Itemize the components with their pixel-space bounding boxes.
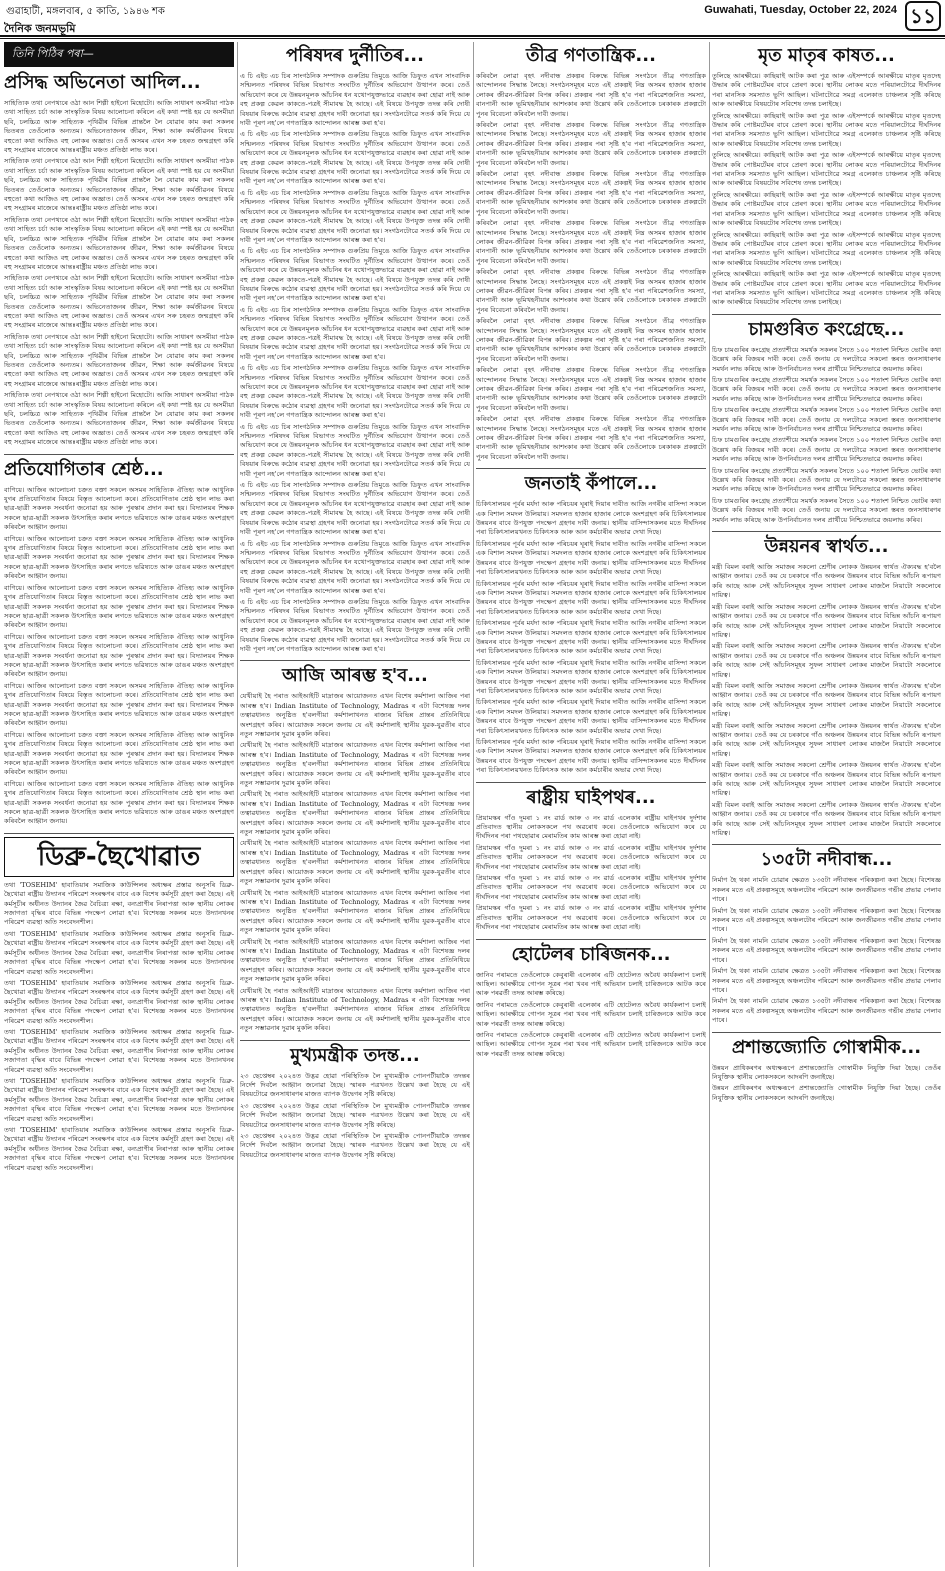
paragraph: প্ৰিয়ামস্কৰ গাঁও দুমৰা ১ নং ৱাৰ্ড আৰু ৩ নং ৱাৰ্ড এলেকাৰ ৰাষ্ট্ৰীয় ঘাইপথৰ দুৰ্দশাৰ প্ৰতিবাদত স্থানীয় লোকসকলে পথ অৱৰোধ কৰে। তেওঁলোকে অভিযোগ কৰে যে দীৰ্ঘদিনৰ পৰা পথছোৱাৰ মেৰামতিৰ কাম আৰম্ভ কৰা হোৱা নাই। bbox=[476, 874, 706, 901]
paragraph: এ চি এইচ এচ চিৰ সাংগঠনিক সম্পাদক গুৰুপ্ৰিয় তিমুঙে আজি ডিফুত এখন সাংবাদিক সন্মিলনত পৰিষদৰ বিভিন্ন বিভাগত সংঘটিত দুৰ্নীতিৰ অভিযোগ উত্থাপন কৰে। তেওঁ অভিযোগ কৰে যে উন্নয়নমূলক আঁচনিৰ ধন যথোপযুক্তভাৱে ব্যৱহাৰ কৰা হোৱা নাই আৰু বহু প্ৰকল্প কেৱল কাকতে-পত্ৰই সীমাবদ্ধ হৈ আছে। এই বিষয়ে উপযুক্ত তদন্ত কৰি দোষী বিষয়াৰ বিৰুদ্ধে কঠোৰ ব্যৱস্থা গ্ৰহণৰ দাবী জনোৱা হয়। সংগঠনটোৱে সতৰ্ক কৰি দিয়ে যে দাবী পূৰণ নহ'লে গণতান্ত্ৰিক আন্দোলন আৰম্ভ কৰা হ'ব। bbox=[240, 72, 470, 128]
headline-public-rally: জনতাই কঁপালে... bbox=[524, 473, 658, 495]
paragraph: সাহিত্যিক তথা নেপথ্যৰে ওঠা আন শিল্পী হাইনো মিহোটো। আজি সাধাৰণ অসমীয়া পাঠক তথা সাহিত্য চৰ্চা আৰু সাংস্কৃতিক বিষয় আলোচনা কৰিলে এই কথা স্পষ্ট হয় যে অসমীয়া ছবি, চলচ্চিত্ৰ আৰু সাহিত্যক পৃথিৱীৰ বিভিন্ন প্ৰান্তলৈ লৈ যোৱাৰ কাম কৰা সকলৰ ভিতৰত তেওঁলোক অন্যতম। অভিনেতাজনৰ জীৱন, শিক্ষা আৰু কৰ্মজীৱনৰ বিষয়ে বহুতো কথা আজিও বহু লোকৰ অজ্ঞাত। তেওঁ অসমৰ এখন সৰু চহৰত জন্মগ্ৰহণ কৰি বহু সংগ্ৰামৰ মাজেৰে আন্তঃৰাষ্ট্ৰীয় মঞ্চত প্ৰতিষ্ঠা লাভ কৰে। bbox=[4, 274, 234, 330]
paragraph: বাণিয়ে। আজিৰ আলোচনা চক্ৰত বক্তা সকলে অসমৰ সাহিত্যিক ঐতিহ্য আৰু আধুনিক যুগৰ প্ৰতিযোগিতাৰ বিষয়ে বিস্তৃত আলোচনা কৰে। প্ৰতিযোগিতাৰ শ্ৰেষ্ঠ স্থান লাভ কৰা ছাত্ৰ-ছাত্ৰী সকলক সংবৰ্ধনা জনোৱা হয় আৰু পুৰস্কাৰ প্ৰদান কৰা হয়। বিদ্যালয়ৰ শিক্ষক সকলে ছাত্ৰ-ছাত্ৰী সকলক উৎসাহিত কৰাৰ লগতে ভৱিষ্যতে আৰু ডাঙৰ মঞ্চত অংশগ্ৰহণ কৰিবলৈ আহ্বান জনায়। bbox=[4, 632, 234, 679]
paragraph: তুলিছে আৰক্ষীয়ে। কাছিয়াই আটক কৰা পুত্ৰ আৰু এইসম্পৰ্কে আৰক্ষীয়ে মাতৃৰ মৃতদেহ উদ্ধাৰ কৰি পোষ্টমৰ্টেমৰ বাবে প্ৰেৰণ কৰে। স্থানীয় লোকৰ মতে পৰিয়ালটোৱে দীৰ্ঘদিনৰ পৰা মানসিক সমস্যাত ভুগি আছিল। ঘটনাটোৱে সমগ্ৰ এলেকাত চাঞ্চল্যৰ সৃষ্টি কৰিছে আৰু আৰক্ষীয়ে বিষয়টোৰ সবিশেষ তদন্ত চলাইছে। bbox=[712, 270, 941, 307]
divider bbox=[240, 660, 470, 661]
paragraph: নিৰ্মাণ হৈ থকা নামনি চোৱাৰ ক্ষেত্ৰত ১৩৫টা নদীবান্ধৰ পৰিকল্পনা কৰা হৈছে। বিশেষজ্ঞ সকলৰ মতে এই প্ৰকল্পসমূহে অঞ্চলটোৰ পৰিৱেশ আৰু জনজীৱনত গভীৰ প্ৰভাৱ পেলাব পাৰে। bbox=[712, 876, 941, 904]
paragraph: নিৰ্মাণ হৈ থকা নামনি চোৱাৰ ক্ষেত্ৰত ১৩৫টা নদীবান্ধৰ পৰিকল্পনা কৰা হৈছে। বিশেষজ্ঞ সকলৰ মতে এই প্ৰকল্পসমূহে অঞ্চলটোৰ পৰিৱেশ আৰু জনজীৱনত গভীৰ প্ৰভাৱ পেলাব পাৰে। bbox=[712, 936, 941, 964]
article-body bbox=[4, 99, 234, 448]
paragraph: এ চি এইচ এচ চিৰ সাংগঠনিক সম্পাদক গুৰুপ্ৰিয় তিমুঙে আজি ডিফুত এখন সাংবাদিক সন্মিলনত পৰিষদৰ বিভিন্ন বিভাগত সংঘটিত দুৰ্নীতিৰ অভিযোগ উত্থাপন কৰে। তেওঁ অভিযোগ কৰে যে উন্নয়নমূলক আঁচনিৰ ধন যথোপযুক্তভাৱে ব্যৱহাৰ কৰা হোৱা নাই আৰু বহু প্ৰকল্প কেৱল কাকতে-পত্ৰই সীমাবদ্ধ হৈ আছে। এই বিষয়ে উপযুক্ত তদন্ত কৰি দোষী বিষয়াৰ বিৰুদ্ধে কঠোৰ ব্যৱস্থা গ্ৰহণৰ দাবী জনোৱা হয়। সংগঠনটোৱে সতৰ্ক কৰি দিয়ে যে দাবী পূৰণ নহ'লে গণতান্ত্ৰিক আন্দোলন আৰম্ভ কৰা হ'ব। bbox=[240, 481, 470, 537]
article-public-rally bbox=[476, 472, 706, 775]
article-national-highway bbox=[476, 786, 706, 933]
headline-competition: প্ৰতিযোগিতাৰ শ্ৰেষ্ঠ... bbox=[4, 458, 164, 480]
article-body bbox=[476, 500, 706, 775]
paragraph: মন্ত্ৰী বিমল বৰাই আজি সমাজৰ সকলো শ্ৰেণীৰ লোকক উন্নয়নৰ স্বাৰ্থত ঐক্যবদ্ধ হ'বলৈ আহ্বান জনায়। তেওঁ কয় যে চৰকাৰে গাঁও অঞ্চলৰ উন্নয়নৰ বাবে বিভিন্ন আঁচনি ৰূপায়ণ কৰি আছে আৰু সেই আঁচনিসমূহৰ সুফল সাধাৰণ লোকৰ মাজলৈ নিয়াটো সকলোৰে দায়িত্ব। bbox=[712, 681, 941, 719]
article-body bbox=[476, 72, 706, 462]
masthead-rule-thin bbox=[0, 38, 945, 39]
headline-adil: প্ৰসিদ্ধ অভিনেতা আদিল... bbox=[4, 72, 201, 93]
headline-hotel-arrest: হোটেলৰ চাৰিজনক... bbox=[511, 943, 671, 965]
paragraph: উন্নয়ন প্ৰাধিকৰণৰ অধ্যক্ষৰূপে প্ৰশান্তজ্যোতি গোস্বামীক নিযুক্তি দিয়া হৈছে। তেওঁৰ নিযুক্তিক স্থানীয় লোকসকলে আদৰণি জনাইছে। bbox=[712, 1084, 941, 1102]
headline-dibru: ডিব্ৰু-ছৈখোৱাত bbox=[4, 837, 234, 877]
paragraph: এ চি এইচ এচ চিৰ সাংগঠনিক সম্পাদক গুৰুপ্ৰিয় তিমুঙে আজি ডিফুত এখন সাংবাদিক সন্মিলনত পৰিষদৰ বিভিন্ন বিভাগত সংঘটিত দুৰ্নীতিৰ অভিযোগ উত্থাপন কৰে। তেওঁ অভিযোগ কৰে যে উন্নয়নমূলক আঁচনিৰ ধন যথোপযুক্তভাৱে ব্যৱহাৰ কৰা হোৱা নাই আৰু বহু প্ৰকল্প কেৱল কাকতে-পত্ৰই সীমাবদ্ধ হৈ আছে। এই বিষয়ে উপযুক্ত তদন্ত কৰি দোষী বিষয়াৰ বিৰুদ্ধে কঠোৰ ব্যৱস্থা গ্ৰহণৰ দাবী জনোৱা হয়। সংগঠনটোৱে সতৰ্ক কৰি দিয়ে যে দাবী পূৰণ নহ'লে গণতান্ত্ৰিক আন্দোলন আৰম্ভ কৰা হ'ব। bbox=[240, 305, 470, 361]
article-chamaguri-congress bbox=[712, 318, 941, 525]
paragraph: যেখীয়াই হৈ পৰাত আইআইটি মাদ্ৰাজৰ আয়োজনত এখন বিশেষ কৰ্মশালা আজিৰ পৰা আৰম্ভ হ'ব। Indian Institute of Technology, Madras ৰ এটা বিশেষজ্ঞ দলৰ তত্বাৱধানত অনুষ্ঠিত হ'বলগীয়া কৰ্মশালাখনত ৰাজ্যৰ বিভিন্ন প্ৰান্তৰ প্ৰতিনিধিয়ে অংশগ্ৰহণ কৰিব। আয়োজক সকলে জনায় যে এই কৰ্মশালাই স্থানীয় যুৱক-যুৱতীৰ বাবে নতুন সম্ভাৱনাৰ দুৱাৰ মুকলি কৰিব। bbox=[240, 741, 470, 788]
paragraph: চিকিৎসালয়ৰ পূৰ্বৰ মৰ্যদা আৰু পৰিচয়ৰ ঘূৰাই দিয়াৰ দাবীত আজি নগৰীৰ বাসিন্দা সকলে এক বিশাল সমদল উলিয়ায়। সমদলত হাজাৰ হাজাৰ লোকে অংশগ্ৰহণ কৰি চিকিৎসালয়ৰ উন্নয়নৰ বাবে উপযুক্ত পদক্ষেপ গ্ৰহণৰ দাবী জনায়। স্থানীয় বাসিন্দাসকলৰ মতে দীৰ্ঘদিনৰ পৰা চিকিৎসালয়খনত চিকিৎসক আৰু আন কৰ্মচাৰীৰ অভাৱ দেখা দিছে। bbox=[476, 698, 706, 735]
article-cm-inquiry bbox=[240, 1044, 470, 1161]
paragraph: মন্ত্ৰী বিমল বৰাই আজি সমাজৰ সকলো শ্ৰেণীৰ লোকক উন্নয়নৰ স্বাৰ্থত ঐক্যবদ্ধ হ'বলৈ আহ্বান জনায়। তেওঁ কয় যে চৰকাৰে গাঁও অঞ্চলৰ উন্নয়নৰ বাবে বিভিন্ন আঁচনি ৰূপায়ণ কৰি আছে আৰু সেই আঁচনিসমূহৰ সুফল সাধাৰণ লোকৰ মাজলৈ নিয়াটো সকলোৰে দায়িত্ব। bbox=[712, 642, 941, 679]
divider bbox=[476, 782, 706, 783]
article-body bbox=[712, 72, 941, 308]
paragraph: প্ৰিয়ামস্কৰ গাঁও দুমৰা ১ নং ৱাৰ্ড আৰু ৩ নং ৱাৰ্ড এলেকাৰ ৰাষ্ট্ৰীয় ঘাইপথৰ দুৰ্দশাৰ প্ৰতিবাদত স্থানীয় লোকসকলে পথ অৱৰোধ কৰে। তেওঁলোকে অভিযোগ কৰে যে দীৰ্ঘদিনৰ পৰা পথছোৱাৰ মেৰামতিৰ কাম আৰম্ভ কৰা হোৱা নাই। bbox=[476, 843, 706, 871]
paragraph: বাণিয়ে। আজিৰ আলোচনা চক্ৰত বক্তা সকলে অসমৰ সাহিত্যিক ঐতিহ্য আৰু আধুনিক যুগৰ প্ৰতিযোগিতাৰ বিষয়ে বিস্তৃত আলোচনা কৰে। প্ৰতিযোগিতাৰ শ্ৰেষ্ঠ স্থান লাভ কৰা ছাত্ৰ-ছাত্ৰী সকলক সংবৰ্ধনা জনোৱা হয় আৰু পুৰস্কাৰ প্ৰদান কৰা হয়। বিদ্যালয়ৰ শিক্ষক সকলে ছাত্ৰ-ছাত্ৰী সকলক উৎসাহিত কৰাৰ লগতে ভৱিষ্যতে আৰু ডাঙৰ মঞ্চত অংশগ্ৰহণ কৰিবলৈ আহ্বান জনায়। bbox=[4, 534, 234, 581]
paragraph: কৰিবলৈ লোৱা বৃহৎ নদীবান্ধ প্ৰকল্পৰ বিৰুদ্ধে বিভিন্ন সংগঠনে তীব্ৰ গণতান্ত্ৰিক আন্দোলনৰ সিদ্ধান্ত লৈছে। সংগঠনসমূহৰ মতে এই প্ৰকল্পই নিম্ন অসমৰ হাজাৰ হাজাৰ লোকৰ জীৱন-জীৱিকা বিপন্ন কৰিব। প্ৰকল্পৰ পৰা সৃষ্টি হ'ব পৰা পৰিৱেশজনিত সমস্যা, বানপানী আৰু ভূমিখহনীয়াৰ আশংকাৰ কথা উল্লেখ কৰি তেওঁলোকে চৰকাৰক প্ৰকল্পটো পুনৰ বিবেচনা কৰিবলৈ দাবী জনায়। bbox=[476, 219, 706, 265]
paragraph: সাহিত্যিক তথা নেপথ্যৰে ওঠা আন শিল্পী হাইনো মিহোটো। আজি সাধাৰণ অসমীয়া পাঠক তথা সাহিত্য চৰ্চা আৰু সাংস্কৃতিক বিষয় আলোচনা কৰিলে এই কথা স্পষ্ট হয় যে অসমীয়া ছবি, চলচ্চিত্ৰ আৰু সাহিত্যক পৃথিৱীৰ বিভিন্ন প্ৰান্তলৈ লৈ যোৱাৰ কাম কৰা সকলৰ ভিতৰত তেওঁলোক অন্যতম। অভিনেতাজনৰ জীৱন, শিক্ষা আৰু কৰ্মজীৱনৰ বিষয়ে বহুতো কথা আজিও বহু লোকৰ অজ্ঞাত। তেওঁ অসমৰ এখন সৰু চহৰত জন্মগ্ৰহণ কৰি বহু সংগ্ৰামৰ মাজেৰে আন্তঃৰাষ্ট্ৰীয় মঞ্চত প্ৰতিষ্ঠা লাভ কৰে। bbox=[4, 215, 234, 271]
paragraph: প্ৰিয়ামস্কৰ গাঁও দুমৰা ১ নং ৱাৰ্ড আৰু ৩ নং ৱাৰ্ড এলেকাৰ ৰাষ্ট্ৰীয় ঘাইপথৰ দুৰ্দশাৰ প্ৰতিবাদত স্থানীয় লোকসকলে পথ অৱৰোধ কৰে। তেওঁলোকে অভিযোগ কৰে যে দীৰ্ঘদিনৰ পৰা পথছোৱাৰ মেৰামতিৰ কাম আৰম্ভ কৰা হোৱা নাই। bbox=[476, 813, 706, 841]
paragraph: চিফ চামগুৰিৰ কংগ্ৰেছ প্ৰত্যাশীয়ে সমৰ্থক সকলৰ সৈতে ১০০ শতাংশ নিশ্চিত ভোটৰ কথা উল্লেখ কৰি বিজয়ৰ দাবী কৰে। তেওঁ জনায় যে দলটোৱে সকলো স্তৰত জনসাধাৰণৰ সমৰ্থন লাভ কৰিছে আৰু উপনিৰ্বাচনত দলৰ প্ৰাৰ্থীয়ে নিশ্চিতভাৱে জয়লাভ কৰিব। bbox=[712, 496, 941, 524]
paragraph: যেখীয়াই হৈ পৰাত আইআইটি মাদ্ৰাজৰ আয়োজনত এখন বিশেষ কৰ্মশালা আজিৰ পৰা আৰম্ভ হ'ব। Indian Institute of Technology, Madras ৰ এটা বিশেষজ্ঞ দলৰ তত্বাৱধানত অনুষ্ঠিত হ'বলগীয়া কৰ্মশালাখনত ৰাজ্যৰ বিভিন্ন প্ৰান্তৰ প্ৰতিনিধিয়ে অংশগ্ৰহণ কৰিব। আয়োজক সকলে জনায় যে এই কৰ্মশালাই স্থানীয় যুৱক-যুৱতীৰ বাবে নতুন সম্ভাৱনাৰ দুৱাৰ মুকলি কৰিব। bbox=[240, 692, 470, 738]
paragraph: সাহিত্যিক তথা নেপথ্যৰে ওঠা আন শিল্পী হাইনো মিহোটো। আজি সাধাৰণ অসমীয়া পাঠক তথা সাহিত্য চৰ্চা আৰু সাংস্কৃতিক বিষয় আলোচনা কৰিলে এই কথা স্পষ্ট হয় যে অসমীয়া ছবি, চলচ্চিত্ৰ আৰু সাহিত্যক পৃথিৱীৰ বিভিন্ন প্ৰান্তলৈ লৈ যোৱাৰ কাম কৰা সকলৰ ভিতৰত তেওঁলোক অন্যতম। অভিনেতাজনৰ জীৱন, শিক্ষা আৰু কৰ্মজীৱনৰ বিষয়ে বহুতো কথা আজিও বহু লোকৰ অজ্ঞাত। তেওঁ অসমৰ এখন সৰু চহৰত জন্মগ্ৰহণ কৰি বহু সংগ্ৰামৰ মাজেৰে আন্তঃৰাষ্ট্ৰীয় মঞ্চত প্ৰতিষ্ঠা লাভ কৰে। bbox=[4, 157, 234, 213]
article-body bbox=[240, 72, 470, 654]
article-body bbox=[712, 876, 941, 1025]
divider bbox=[712, 531, 941, 532]
paragraph: কৰিবলৈ লোৱা বৃহৎ নদীবান্ধ প্ৰকল্পৰ বিৰুদ্ধে বিভিন্ন সংগঠনে তীব্ৰ গণতান্ত্ৰিক আন্দোলনৰ সিদ্ধান্ত লৈছে। সংগঠনসমূহৰ মতে এই প্ৰকল্পই নিম্ন অসমৰ হাজাৰ হাজাৰ লোকৰ জীৱন-জীৱিকা বিপন্ন কৰিব। প্ৰকল্পৰ পৰা সৃষ্টি হ'ব পৰা পৰিৱেশজনিত সমস্যা, বানপানী আৰু ভূমিখহনীয়াৰ আশংকাৰ কথা উল্লেখ কৰি তেওঁলোকে চৰকাৰক প্ৰকল্পটো পুনৰ বিবেচনা কৰিবলৈ দাবী জনায়। bbox=[476, 317, 706, 363]
article-democratic-protest bbox=[476, 44, 706, 462]
column-divider bbox=[473, 42, 474, 1567]
article-body bbox=[240, 692, 470, 1033]
paragraph: চিফ চামগুৰিৰ কংগ্ৰেছ প্ৰত্যাশীয়ে সমৰ্থক সকলৰ সৈতে ১০০ শতাংশ নিশ্চিত ভোটৰ কথা উল্লেখ কৰি বিজয়ৰ দাবী কৰে। তেওঁ জনায় যে দলটোৱে সকলো স্তৰত জনসাধাৰণৰ সমৰ্থন লাভ কৰিছে আৰু উপনিৰ্বাচনত দলৰ প্ৰাৰ্থীয়ে নিশ্চিতভাৱে জয়লাভ কৰিব। bbox=[712, 345, 941, 373]
paragraph: বাণিয়ে। আজিৰ আলোচনা চক্ৰত বক্তা সকলে অসমৰ সাহিত্যিক ঐতিহ্য আৰু আধুনিক যুগৰ প্ৰতিযোগিতাৰ বিষয়ে বিস্তৃত আলোচনা কৰে। প্ৰতিযোগিতাৰ শ্ৰেষ্ঠ স্থান লাভ কৰা ছাত্ৰ-ছাত্ৰী সকলক সংবৰ্ধনা জনোৱা হয় আৰু পুৰস্কাৰ প্ৰদান কৰা হয়। বিদ্যালয়ৰ শিক্ষক সকলে ছাত্ৰ-ছাত্ৰী সকলক উৎসাহিত কৰাৰ লগতে ভৱিষ্যতে আৰু ডাঙৰ মঞ্চত অংশগ্ৰহণ কৰিবলৈ আহ্বান জনায়। bbox=[4, 485, 234, 532]
article-dead-mother bbox=[712, 44, 941, 308]
paragraph: যেখীয়াই হৈ পৰাত আইআইটি মাদ্ৰাজৰ আয়োজনত এখন বিশেষ কৰ্মশালা আজিৰ পৰা আৰম্ভ হ'ব। Indian Institute of Technology, Madras ৰ এটা বিশেষজ্ঞ দলৰ তত্বাৱধানত অনুষ্ঠিত হ'বলগীয়া কৰ্মশালাখনত ৰাজ্যৰ বিভিন্ন প্ৰান্তৰ প্ৰতিনিধিয়ে অংশগ্ৰহণ কৰিব। আয়োজক সকলে জনায় যে এই কৰ্মশালাই স্থানীয় যুৱক-যুৱতীৰ বাবে নতুন সম্ভাৱনাৰ দুৱাৰ মুকলি কৰিব। bbox=[240, 937, 470, 984]
headline-dead-mother: মৃত মাতৃৰ কাষত... bbox=[758, 45, 895, 66]
headline-democratic-protest: তীব্ৰ গণতান্ত্ৰিক... bbox=[526, 45, 656, 66]
article-council-corruption bbox=[240, 44, 470, 654]
headline-national-highway: ৰাষ্ট্ৰীয় ঘাইপথৰ... bbox=[526, 786, 656, 808]
paragraph: যেখীয়াই হৈ পৰাত আইআইটি মাদ্ৰাজৰ আয়োজনত এখন বিশেষ কৰ্মশালা আজিৰ পৰা আৰম্ভ হ'ব। Indian Institute of Technology, Madras ৰ এটা বিশেষজ্ঞ দলৰ তত্বাৱধানত অনুষ্ঠিত হ'বলগীয়া কৰ্মশালাখনত ৰাজ্যৰ বিভিন্ন প্ৰান্তৰ প্ৰতিনিধিয়ে অংশগ্ৰহণ কৰিব। আয়োজক সকলে জনায় যে এই কৰ্মশালাই স্থানীয় যুৱক-যুৱতীৰ বাবে নতুন সম্ভাৱনাৰ দুৱাৰ মুকলি কৰিব। bbox=[240, 888, 470, 935]
article-body bbox=[4, 486, 234, 827]
paragraph: নিৰ্মাণ হৈ থকা নামনি চোৱাৰ ক্ষেত্ৰত ১৩৫টা নদীবান্ধৰ পৰিকল্পনা কৰা হৈছে। বিশেষজ্ঞ সকলৰ মতে এই প্ৰকল্পসমূহে অঞ্চলটোৰ পৰিৱেশ আৰু জনজীৱনত গভীৰ প্ৰভাৱ পেলাব পাৰে। bbox=[712, 997, 941, 1025]
article-competition bbox=[4, 458, 234, 827]
column-2 bbox=[240, 42, 470, 1567]
divider bbox=[712, 1032, 941, 1033]
paragraph: উন্নয়ন প্ৰাধিকৰণৰ অধ্যক্ষৰূপে প্ৰশান্তজ্যোতি গোস্বামীক নিযুক্তি দিয়া হৈছে। তেওঁৰ নিযুক্তিক স্থানীয় লোকসকলে আদৰণি জনাইছে। bbox=[712, 1063, 941, 1081]
paragraph: তথা 'TOSEHIM' হাবাতিয়াৰ সমাজিক কাউন্সিলৰ অধ্যক্ষৰ প্ৰস্তাৱ অনুসৰি ডিব্ৰু-ছৈখোৱা ৰাষ্ট্ৰীয় উদ্যানৰ পৰিৱেশ সংৰক্ষণৰ বাবে এক বিশেষ কৰ্মসূচী গ্ৰহণ কৰা হৈছে। এই কৰ্মসূচীৰ অধীনত উদ্যানৰ জৈৱ বৈচিত্ৰ্য ৰক্ষা, বন্যপ্ৰাণীৰ নিৰাপত্তা আৰু স্থানীয় লোকৰ সজাগতা বৃদ্ধিৰ বাবে বিভিন্ন পদক্ষেপ লোৱা হ'ব। বিশেষজ্ঞ সকলৰ মতে উদ্যানখনৰ পৰিৱেশ ব্যৱস্থা অতি সংবেদনশীল। bbox=[4, 929, 234, 976]
divider bbox=[476, 939, 706, 940]
paragraph: চিকিৎসালয়ৰ পূৰ্বৰ মৰ্যদা আৰু পৰিচয়ৰ ঘূৰাই দিয়াৰ দাবীত আজি নগৰীৰ বাসিন্দা সকলে এক বিশাল সমদল উলিয়ায়। সমদলত হাজাৰ হাজাৰ লোকে অংশগ্ৰহণ কৰি চিকিৎসালয়ৰ উন্নয়নৰ বাবে উপযুক্ত পদক্ষেপ গ্ৰহণৰ দাবী জনায়। স্থানীয় বাসিন্দাসকলৰ মতে দীৰ্ঘদিনৰ পৰা চিকিৎসালয়খনত চিকিৎসক আৰু আন কৰ্মচাৰীৰ অভাৱ দেখা দিছে। bbox=[476, 738, 706, 775]
paragraph: কৰিবলৈ লোৱা বৃহৎ নদীবান্ধ প্ৰকল্পৰ বিৰুদ্ধে বিভিন্ন সংগঠনে তীব্ৰ গণতান্ত্ৰিক আন্দোলনৰ সিদ্ধান্ত লৈছে। সংগঠনসমূহৰ মতে এই প্ৰকল্পই নিম্ন অসমৰ হাজাৰ হাজাৰ লোকৰ জীৱন-জীৱিকা বিপন্ন কৰিব। প্ৰকল্পৰ পৰা সৃষ্টি হ'ব পৰা পৰিৱেশজনিত সমস্যা, বানপানী আৰু ভূমিখহনীয়াৰ আশংকাৰ কথা উল্লেখ কৰি তেওঁলোকে চৰকাৰক প্ৰকল্পটো পুনৰ বিবেচনা কৰিবলৈ দাবী জনায়। bbox=[476, 170, 706, 216]
paragraph: ২৩ ছেপ্তেম্বৰ ২০২৪ত উদ্ভৱ হোৱা পৰিস্থিতিক লৈ মুখ্যমন্ত্ৰীক পোনপটীয়াকৈ তদন্তৰ নিৰ্দেশ দিবলৈ আহ্বান জনোৱা হৈছে। স্মাৰক পত্ৰখনত উল্লেখ কৰা হৈছে যে এই বিষয়টোৱে জনসাধাৰণৰ মাজত ব্যাপক উদ্বেগৰ সৃষ্টি কৰিছে। bbox=[240, 1071, 470, 1099]
paragraph: ২৩ ছেপ্তেম্বৰ ২০২৪ত উদ্ভৱ হোৱা পৰিস্থিতিক লৈ মুখ্যমন্ত্ৰীক পোনপটীয়াকৈ তদন্তৰ নিৰ্দেশ দিবলৈ আহ্বান জনোৱা হৈছে। স্মাৰক পত্ৰখনত উল্লেখ কৰা হৈছে যে এই বিষয়টোৱে জনসাধাৰণৰ মাজত ব্যাপক উদ্বেগৰ সৃষ্টি কৰিছে। bbox=[240, 1132, 470, 1159]
paragraph: কৰিবলৈ লোৱা বৃহৎ নদীবান্ধ প্ৰকল্পৰ বিৰুদ্ধে বিভিন্ন সংগঠনে তীব্ৰ গণতান্ত্ৰিক আন্দোলনৰ সিদ্ধান্ত লৈছে। সংগঠনসমূহৰ মতে এই প্ৰকল্পই নিম্ন অসমৰ হাজাৰ হাজাৰ লোকৰ জীৱন-জীৱিকা বিপন্ন কৰিব। প্ৰকল্পৰ পৰা সৃষ্টি হ'ব পৰা পৰিৱেশজনিত সমস্যা, বানপানী আৰু ভূমিখহনীয়াৰ আশংকাৰ কথা উল্লেখ কৰি তেওঁলোকে চৰকাৰক প্ৰকল্পটো পুনৰ বিবেচনা কৰিবলৈ দাবী জনায়। bbox=[476, 366, 706, 412]
paragraph: চিকিৎসালয়ৰ পূৰ্বৰ মৰ্যদা আৰু পৰিচয়ৰ ঘূৰাই দিয়াৰ দাবীত আজি নগৰীৰ বাসিন্দা সকলে এক বিশাল সমদল উলিয়ায়। সমদলত হাজাৰ হাজাৰ লোকে অংশগ্ৰহণ কৰি চিকিৎসালয়ৰ উন্নয়নৰ বাবে উপযুক্ত পদক্ষেপ গ্ৰহণৰ দাবী জনায়। স্থানীয় বাসিন্দাসকলৰ মতে দীৰ্ঘদিনৰ পৰা চিকিৎসালয়খনত চিকিৎসক আৰু আন কৰ্মচাৰীৰ অভাৱ দেখা দিছে। bbox=[476, 579, 706, 616]
paragraph: এ চি এইচ এচ চিৰ সাংগঠনিক সম্পাদক গুৰুপ্ৰিয় তিমুঙে আজি ডিফুত এখন সাংবাদিক সন্মিলনত পৰিষদৰ বিভিন্ন বিভাগত সংঘটিত দুৰ্নীতিৰ অভিযোগ উত্থাপন কৰে। তেওঁ অভিযোগ কৰে যে উন্নয়নমূলক আঁচনিৰ ধন যথোপযুক্তভাৱে ব্যৱহাৰ কৰা হোৱা নাই আৰু বহু প্ৰকল্প কেৱল কাকতে-পত্ৰই সীমাবদ্ধ হৈ আছে। এই বিষয়ে উপযুক্ত তদন্ত কৰি দোষী বিষয়াৰ বিৰুদ্ধে কঠোৰ ব্যৱস্থা গ্ৰহণৰ দাবী জনোৱা হয়। সংগঠনটোৱে সতৰ্ক কৰি দিয়ে যে দাবী পূৰণ নহ'লে গণতান্ত্ৰিক আন্দোলন আৰম্ভ কৰা হ'ব। bbox=[240, 188, 470, 244]
paragraph: বাণিয়ে। আজিৰ আলোচনা চক্ৰত বক্তা সকলে অসমৰ সাহিত্যিক ঐতিহ্য আৰু আধুনিক যুগৰ প্ৰতিযোগিতাৰ বিষয়ে বিস্তৃত আলোচনা কৰে। প্ৰতিযোগিতাৰ শ্ৰেষ্ঠ স্থান লাভ কৰা ছাত্ৰ-ছাত্ৰী সকলক সংবৰ্ধনা জনোৱা হয় আৰু পুৰস্কাৰ প্ৰদান কৰা হয়। বিদ্যালয়ৰ শিক্ষক সকলে ছাত্ৰ-ছাত্ৰী সকলক উৎসাহিত কৰাৰ লগতে ভৱিষ্যতে আৰু ডাঙৰ মঞ্চত অংশগ্ৰহণ কৰিবলৈ আহ্বান জনায়। bbox=[4, 583, 234, 630]
article-body bbox=[712, 346, 941, 525]
article-dams bbox=[712, 848, 941, 1025]
divider bbox=[476, 468, 706, 469]
paragraph: যেখীয়াই হৈ পৰাত আইআইটি মাদ্ৰাজৰ আয়োজনত এখন বিশেষ কৰ্মশালা আজিৰ পৰা আৰম্ভ হ'ব। Indian Institute of Technology, Madras ৰ এটা বিশেষজ্ঞ দলৰ তত্বাৱধানত অনুষ্ঠিত হ'বলগীয়া কৰ্মশালাখনত ৰাজ্যৰ বিভিন্ন প্ৰান্তৰ প্ৰতিনিধিয়ে অংশগ্ৰহণ কৰিব। আয়োজক সকলে জনায় যে এই কৰ্মশালাই স্থানীয় যুৱক-যুৱতীৰ বাবে নতুন সম্ভাৱনাৰ দুৱাৰ মুকলি কৰিব। bbox=[240, 790, 470, 837]
paragraph: ২৩ ছেপ্তেম্বৰ ২০২৪ত উদ্ভৱ হোৱা পৰিস্থিতিক লৈ মুখ্যমন্ত্ৰীক পোনপটীয়াকৈ তদন্তৰ নিৰ্দেশ দিবলৈ আহ্বান জনোৱা হৈছে। স্মাৰক পত্ৰখনত উল্লেখ কৰা হৈছে যে এই বিষয়টোৱে জনসাধাৰণৰ মাজত ব্যাপক উদ্বেগৰ সৃষ্টি কৰিছে। bbox=[240, 1101, 470, 1129]
paragraph: তুলিছে আৰক্ষীয়ে। কাছিয়াই আটক কৰা পুত্ৰ আৰু এইসম্পৰ্কে আৰক্ষীয়ে মাতৃৰ মৃতদেহ উদ্ধাৰ কৰি পোষ্টমৰ্টেমৰ বাবে প্ৰেৰণ কৰে। স্থানীয় লোকৰ মতে পৰিয়ালটোৱে দীৰ্ঘদিনৰ পৰা মানসিক সমস্যাত ভুগি আছিল। ঘটনাটোৱে সমগ্ৰ এলেকাত চাঞ্চল্যৰ সৃষ্টি কৰিছে আৰু আৰক্ষীয়ে বিষয়টোৰ সবিশেষ তদন্ত চলাইছে। bbox=[712, 151, 941, 188]
headline-starts-today: আজি আৰম্ভ হ'ব... bbox=[282, 665, 428, 687]
article-body bbox=[240, 1072, 470, 1161]
headline-chamaguri-congress: চামগুৰিত কংগ্ৰেছে... bbox=[748, 318, 905, 340]
divider bbox=[4, 454, 234, 455]
paragraph: যেখীয়াই হৈ পৰাত আইআইটি মাদ্ৰাজৰ আয়োজনত এখন বিশেষ কৰ্মশালা আজিৰ পৰা আৰম্ভ হ'ব। Indian Institute of Technology, Madras ৰ এটা বিশেষজ্ঞ দলৰ তত্বাৱধানত অনুষ্ঠিত হ'বলগীয়া কৰ্মশালাখনত ৰাজ্যৰ বিভিন্ন প্ৰান্তৰ প্ৰতিনিধিয়ে অংশগ্ৰহণ কৰিব। আয়োজক সকলে জনায় যে এই কৰ্মশালাই স্থানীয় যুৱক-যুৱতীৰ বাবে নতুন সম্ভাৱনাৰ দুৱাৰ মুকলি কৰিব। bbox=[240, 839, 470, 886]
paragraph: মন্ত্ৰী বিমল বৰাই আজি সমাজৰ সকলো শ্ৰেণীৰ লোকক উন্নয়নৰ স্বাৰ্থত ঐক্যবদ্ধ হ'বলৈ আহ্বান জনায়। তেওঁ কয় যে চৰকাৰে গাঁও অঞ্চলৰ উন্নয়নৰ বাবে বিভিন্ন আঁচনি ৰূপায়ণ কৰি আছে আৰু সেই আঁচনিসমূহৰ সুফল সাধাৰণ লোকৰ মাজলৈ নিয়াটো সকলোৰে দায়িত্ব। bbox=[712, 563, 941, 600]
paragraph: চিফ চামগুৰিৰ কংগ্ৰেছ প্ৰত্যাশীয়ে সমৰ্থক সকলৰ সৈতে ১০০ শতাংশ নিশ্চিত ভোটৰ কথা উল্লেখ কৰি বিজয়ৰ দাবী কৰে। তেওঁ জনায় যে দলটোৱে সকলো স্তৰত জনসাধাৰণৰ সমৰ্থন লাভ কৰিছে আৰু উপনিৰ্বাচনত দলৰ প্ৰাৰ্থীয়ে নিশ্চিতভাৱে জয়লাভ কৰিব। bbox=[712, 375, 941, 403]
paragraph: চিফ চামগুৰিৰ কংগ্ৰেছ প্ৰত্যাশীয়ে সমৰ্থক সকলৰ সৈতে ১০০ শতাংশ নিশ্চিত ভোটৰ কথা উল্লেখ কৰি বিজয়ৰ দাবী কৰে। তেওঁ জনায় যে দলটোৱে সকলো স্তৰত জনসাধাৰণৰ সমৰ্থন লাভ কৰিছে আৰু উপনিৰ্বাচনত দলৰ প্ৰাৰ্থীয়ে নিশ্চিতভাৱে জয়লাভ কৰিব। bbox=[712, 466, 941, 494]
paragraph: এ চি এইচ এচ চিৰ সাংগঠনিক সম্পাদক গুৰুপ্ৰিয় তিমুঙে আজি ডিফুত এখন সাংবাদিক সন্মিলনত পৰিষদৰ বিভিন্ন বিভাগত সংঘটিত দুৰ্নীতিৰ অভিযোগ উত্থাপন কৰে। তেওঁ অভিযোগ কৰে যে উন্নয়নমূলক আঁচনিৰ ধন যথোপযুক্তভাৱে ব্যৱহাৰ কৰা হোৱা নাই আৰু বহু প্ৰকল্প কেৱল কাকতে-পত্ৰই সীমাবদ্ধ হৈ আছে। এই বিষয়ে উপযুক্ত তদন্ত কৰি দোষী বিষয়াৰ বিৰুদ্ধে কঠোৰ ব্যৱস্থা গ্ৰহণৰ দাবী জনোৱা হয়। সংগঠনটোৱে সতৰ্ক কৰি দিয়ে যে দাবী পূৰণ নহ'লে গণতান্ত্ৰিক আন্দোলন আৰম্ভ কৰা হ'ব। bbox=[240, 247, 470, 303]
divider bbox=[4, 833, 234, 834]
paragraph: মন্ত্ৰী বিমল বৰাই আজি সমাজৰ সকলো শ্ৰেণীৰ লোকক উন্নয়নৰ স্বাৰ্থত ঐক্যবদ্ধ হ'বলৈ আহ্বান জনায়। তেওঁ কয় যে চৰকাৰে গাঁও অঞ্চলৰ উন্নয়নৰ বাবে বিভিন্ন আঁচনি ৰূপায়ণ কৰি আছে আৰু সেই আঁচনিসমূহৰ সুফল সাধাৰণ লোকৰ মাজলৈ নিয়াটো সকলোৰে দায়িত্ব। bbox=[712, 721, 941, 758]
column-divider bbox=[709, 42, 710, 1567]
article-development bbox=[712, 535, 941, 838]
paragraph: মন্ত্ৰী বিমল বৰাই আজি সমাজৰ সকলো শ্ৰেণীৰ লোকক উন্নয়নৰ স্বাৰ্থত ঐক্যবদ্ধ হ'বলৈ আহ্বান জনায়। তেওঁ কয় যে চৰকাৰে গাঁও অঞ্চলৰ উন্নয়নৰ বাবে বিভিন্ন আঁচনি ৰূপায়ণ কৰি আছে আৰু সেই আঁচনিসমূহৰ সুফল সাধাৰণ লোকৰ মাজলৈ নিয়াটো সকলোৰে দায়িত্ব। bbox=[712, 800, 941, 838]
paragraph: সাহিত্যিক তথা নেপথ্যৰে ওঠা আন শিল্পী হাইনো মিহোটো। আজি সাধাৰণ অসমীয়া পাঠক তথা সাহিত্য চৰ্চা আৰু সাংস্কৃতিক বিষয় আলোচনা কৰিলে এই কথা স্পষ্ট হয় যে অসমীয়া ছবি, চলচ্চিত্ৰ আৰু সাহিত্যক পৃথিৱীৰ বিভিন্ন প্ৰান্তলৈ লৈ যোৱাৰ কাম কৰা সকলৰ ভিতৰত তেওঁলোক অন্যতম। অভিনেতাজনৰ জীৱন, শিক্ষা আৰু কৰ্মজীৱনৰ বিষয়ে বহুতো কথা আজিও বহু লোকৰ অজ্ঞাত। তেওঁ অসমৰ এখন সৰু চহৰত জন্মগ্ৰহণ কৰি বহু সংগ্ৰামৰ মাজেৰে আন্তঃৰাষ্ট্ৰীয় মঞ্চত প্ৰতিষ্ঠা লাভ কৰে। bbox=[4, 332, 234, 388]
page-number: ১১ bbox=[905, 1, 941, 31]
article-body bbox=[476, 814, 706, 933]
section-tag: তিনি পিঠিৰ পৰা— bbox=[4, 42, 234, 67]
paragraph: চিফ চামগুৰিৰ কংগ্ৰেছ প্ৰত্যাশীয়ে সমৰ্থক সকলৰ সৈতে ১০০ শতাংশ নিশ্চিত ভোটৰ কথা উল্লেখ কৰি বিজয়ৰ দাবী কৰে। তেওঁ জনায় যে দলটোৱে সকলো স্তৰত জনসাধাৰণৰ সমৰ্থন লাভ কৰিছে আৰু উপনিৰ্বাচনত দলৰ প্ৰাৰ্থীয়ে নিশ্চিতভাৱে জয়লাভ কৰিব। bbox=[712, 436, 941, 464]
paragraph: তথা 'TOSEHIM' হাবাতিয়াৰ সমাজিক কাউন্সিলৰ অধ্যক্ষৰ প্ৰস্তাৱ অনুসৰি ডিব্ৰু-ছৈখোৱা ৰাষ্ট্ৰীয় উদ্যানৰ পৰিৱেশ সংৰক্ষণৰ বাবে এক বিশেষ কৰ্মসূচী গ্ৰহণ কৰা হৈছে। এই কৰ্মসূচীৰ অধীনত উদ্যানৰ জৈৱ বৈচিত্ৰ্য ৰক্ষা, বন্যপ্ৰাণীৰ নিৰাপত্তা আৰু স্থানীয় লোকৰ সজাগতা বৃদ্ধিৰ বাবে বিভিন্ন পদক্ষেপ লোৱা হ'ব। বিশেষজ্ঞ সকলৰ মতে উদ্যানখনৰ পৰিৱেশ ব্যৱস্থা অতি সংবেদনশীল। bbox=[4, 880, 234, 927]
paragraph: তথা 'TOSEHIM' হাবাতিয়াৰ সমাজিক কাউন্সিলৰ অধ্যক্ষৰ প্ৰস্তাৱ অনুসৰি ডিব্ৰু-ছৈখোৱা ৰাষ্ট্ৰীয় উদ্যানৰ পৰিৱেশ সংৰক্ষণৰ বাবে এক বিশেষ কৰ্মসূচী গ্ৰহণ কৰা হৈছে। এই কৰ্মসূচীৰ অধীনত উদ্যানৰ জৈৱ বৈচিত্ৰ্য ৰক্ষা, বন্যপ্ৰাণীৰ নিৰাপত্তা আৰু স্থানীয় লোকৰ সজাগতা বৃদ্ধিৰ বাবে বিভিন্ন পদক্ষেপ লোৱা হ'ব। বিশেষজ্ঞ সকলৰ মতে উদ্যানখনৰ পৰিৱেশ ব্যৱস্থা অতি সংবেদনশীল। bbox=[4, 1027, 234, 1074]
paragraph: এ চি এইচ এচ চিৰ সাংগঠনিক সম্পাদক গুৰুপ্ৰিয় তিমুঙে আজি ডিফুত এখন সাংবাদিক সন্মিলনত পৰিষদৰ বিভিন্ন বিভাগত সংঘটিত দুৰ্নীতিৰ অভিযোগ উত্থাপন কৰে। তেওঁ অভিযোগ কৰে যে উন্নয়নমূলক আঁচনিৰ ধন যথোপযুক্তভাৱে ব্যৱহাৰ কৰা হোৱা নাই আৰু বহু প্ৰকল্প কেৱল কাকতে-পত্ৰই সীমাবদ্ধ হৈ আছে। এই বিষয়ে উপযুক্ত তদন্ত কৰি দোষী বিষয়াৰ বিৰুদ্ধে কঠোৰ ব্যৱস্থা গ্ৰহণৰ দাবী জনোৱা হয়। সংগঠনটোৱে সতৰ্ক কৰি দিয়ে যে দাবী পূৰণ নহ'লে গণতান্ত্ৰিক আন্দোলন আৰম্ভ কৰা হ'ব। bbox=[240, 422, 470, 478]
article-adil bbox=[4, 71, 234, 448]
headline-goswami: প্ৰশান্তজ্যোতি গোস্বামীক... bbox=[731, 1036, 922, 1058]
headline-dams: ১৩৫টা নদীবান্ধ... bbox=[760, 849, 893, 871]
paragraph: তুলিছে আৰক্ষীয়ে। কাছিয়াই আটক কৰা পুত্ৰ আৰু এইসম্পৰ্কে আৰক্ষীয়ে মাতৃৰ মৃতদেহ উদ্ধাৰ কৰি পোষ্টমৰ্টেমৰ বাবে প্ৰেৰণ কৰে। স্থানীয় লোকৰ মতে পৰিয়ালটোৱে দীৰ্ঘদিনৰ পৰা মানসিক সমস্যাত ভুগি আছিল। ঘটনাটোৱে সমগ্ৰ এলেকাত চাঞ্চল্যৰ সৃষ্টি কৰিছে আৰু আৰক্ষীয়ে বিষয়টোৰ সবিশেষ তদন্ত চলাইছে। bbox=[712, 72, 941, 109]
divider bbox=[712, 844, 941, 845]
headline-development: উন্নয়নৰ স্বাৰ্থত... bbox=[764, 536, 889, 558]
paragraph: মন্ত্ৰী বিমল বৰাই আজি সমাজৰ সকলো শ্ৰেণীৰ লোকক উন্নয়নৰ স্বাৰ্থত ঐক্যবদ্ধ হ'বলৈ আহ্বান জনায়। তেওঁ কয় যে চৰকাৰে গাঁও অঞ্চলৰ উন্নয়নৰ বাবে বিভিন্ন আঁচনি ৰূপায়ণ কৰি আছে আৰু সেই আঁচনিসমূহৰ সুফল সাধাৰণ লোকৰ মাজলৈ নিয়াটো সকলোৰে দায়িত্ব। bbox=[712, 602, 941, 639]
masthead-date-english: Guwahati, Tuesday, October 22, 2024 bbox=[704, 4, 897, 16]
paragraph: কৰিবলৈ লোৱা বৃহৎ নদীবান্ধ প্ৰকল্পৰ বিৰুদ্ধে বিভিন্ন সংগঠনে তীব্ৰ গণতান্ত্ৰিক আন্দোলনৰ সিদ্ধান্ত লৈছে। সংগঠনসমূহৰ মতে এই প্ৰকল্পই নিম্ন অসমৰ হাজাৰ হাজাৰ লোকৰ জীৱন-জীৱিকা বিপন্ন কৰিব। প্ৰকল্পৰ পৰা সৃষ্টি হ'ব পৰা পৰিৱেশজনিত সমস্যা, বানপানী আৰু ভূমিখহনীয়াৰ আশংকাৰ কথা উল্লেখ কৰি তেওঁলোকে চৰকাৰক প্ৰকল্পটো পুনৰ বিবেচনা কৰিবলৈ দাবী জনায়। bbox=[476, 121, 706, 167]
masthead bbox=[0, 0, 945, 38]
paragraph: বাণিয়ে। আজিৰ আলোচনা চক্ৰত বক্তা সকলে অসমৰ সাহিত্যিক ঐতিহ্য আৰু আধুনিক যুগৰ প্ৰতিযোগিতাৰ বিষয়ে বিস্তৃত আলোচনা কৰে। প্ৰতিযোগিতাৰ শ্ৰেষ্ঠ স্থান লাভ কৰা ছাত্ৰ-ছাত্ৰী সকলক সংবৰ্ধনা জনোৱা হয় আৰু পুৰস্কাৰ প্ৰদান কৰা হয়। বিদ্যালয়ৰ শিক্ষক সকলে ছাত্ৰ-ছাত্ৰী সকলক উৎসাহিত কৰাৰ লগতে ভৱিষ্যতে আৰু ডাঙৰ মঞ্চত অংশগ্ৰহণ কৰিবলৈ আহ্বান জনায়। bbox=[4, 730, 234, 777]
article-dibru bbox=[4, 837, 234, 1173]
paragraph: প্ৰিয়ামস্কৰ গাঁও দুমৰা ১ নং ৱাৰ্ড আৰু ৩ নং ৱাৰ্ড এলেকাৰ ৰাষ্ট্ৰীয় ঘাইপথৰ দুৰ্দশাৰ প্ৰতিবাদত স্থানীয় লোকসকলে পথ অৱৰোধ কৰে। তেওঁলোকে অভিযোগ কৰে যে দীৰ্ঘদিনৰ পৰা পথছোৱাৰ মেৰামতিৰ কাম আৰম্ভ কৰা হোৱা নাই। bbox=[476, 904, 706, 932]
column-1 bbox=[4, 42, 234, 1567]
paragraph: বাণিয়ে। আজিৰ আলোচনা চক্ৰত বক্তা সকলে অসমৰ সাহিত্যিক ঐতিহ্য আৰু আধুনিক যুগৰ প্ৰতিযোগিতাৰ বিষয়ে বিস্তৃত আলোচনা কৰে। প্ৰতিযোগিতাৰ শ্ৰেষ্ঠ স্থান লাভ কৰা ছাত্ৰ-ছাত্ৰী সকলক সংবৰ্ধনা জনোৱা হয় আৰু পুৰস্কাৰ প্ৰদান কৰা হয়। বিদ্যালয়ৰ শিক্ষক সকলে ছাত্ৰ-ছাত্ৰী সকলক উৎসাহিত কৰাৰ লগতে ভৱিষ্যতে আৰু ডাঙৰ মঞ্চত অংশগ্ৰহণ কৰিবলৈ আহ্বান জনায়। bbox=[4, 779, 234, 826]
paragraph: বাণিয়ে। আজিৰ আলোচনা চক্ৰত বক্তা সকলে অসমৰ সাহিত্যিক ঐতিহ্য আৰু আধুনিক যুগৰ প্ৰতিযোগিতাৰ বিষয়ে বিস্তৃত আলোচনা কৰে। প্ৰতিযোগিতাৰ শ্ৰেষ্ঠ স্থান লাভ কৰা ছাত্ৰ-ছাত্ৰী সকলক সংবৰ্ধনা জনোৱা হয় আৰু পুৰস্কাৰ প্ৰদান কৰা হয়। বিদ্যালয়ৰ শিক্ষক সকলে ছাত্ৰ-ছাত্ৰী সকলক উৎসাহিত কৰাৰ লগতে ভৱিষ্যতে আৰু ডাঙৰ মঞ্চত অংশগ্ৰহণ কৰিবলৈ আহ্বান জনায়। bbox=[4, 681, 234, 728]
article-body bbox=[712, 1064, 941, 1104]
paragraph: জানিব পৰামতে তেওঁলোকে কেবুৰাৰী এলেকাৰ এটি হোটেলত অবৈধ কাৰ্যকলাপ চলাই আছিল। আৰক্ষীয়ে গোপন সূত্ৰৰ পৰা খবৰ পাই অভিযান চলাই চাৰিজনকে আটক কৰে আৰু পৰৱৰ্তী তদন্ত আৰম্ভ কৰিছে। bbox=[476, 1000, 706, 1028]
article-hotel-arrest bbox=[476, 943, 706, 1060]
masthead-date-assamese: গুৱাহাটী, মঙ্গলবাৰ, ৫ কাতি, ১৯৪৬ শক bbox=[6, 6, 165, 17]
paragraph: যেখীয়াই হৈ পৰাত আইআইটি মাদ্ৰাজৰ আয়োজনত এখন বিশেষ কৰ্মশালা আজিৰ পৰা আৰম্ভ হ'ব। Indian Institute of Technology, Madras ৰ এটা বিশেষজ্ঞ দলৰ তত্বাৱধানত অনুষ্ঠিত হ'বলগীয়া কৰ্মশালাখনত ৰাজ্যৰ বিভিন্ন প্ৰান্তৰ প্ৰতিনিধিয়ে অংশগ্ৰহণ কৰিব। আয়োজক সকলে জনায় যে এই কৰ্মশালাই স্থানীয় যুৱক-যুৱতীৰ বাবে নতুন সম্ভাৱনাৰ দুৱাৰ মুকলি কৰিব। bbox=[240, 986, 470, 1033]
masthead-rule bbox=[0, 35, 945, 37]
divider bbox=[240, 1040, 470, 1041]
divider bbox=[712, 314, 941, 315]
paragraph: নিৰ্মাণ হৈ থকা নামনি চোৱাৰ ক্ষেত্ৰত ১৩৫টা নদীবান্ধৰ পৰিকল্পনা কৰা হৈছে। বিশেষজ্ঞ সকলৰ মতে এই প্ৰকল্পসমূহে অঞ্চলটোৰ পৰিৱেশ আৰু জনজীৱনত গভীৰ প্ৰভাৱ পেলাব পাৰে। bbox=[712, 906, 941, 934]
paragraph: কৰিবলৈ লোৱা বৃহৎ নদীবান্ধ প্ৰকল্পৰ বিৰুদ্ধে বিভিন্ন সংগঠনে তীব্ৰ গণতান্ত্ৰিক আন্দোলনৰ সিদ্ধান্ত লৈছে। সংগঠনসমূহৰ মতে এই প্ৰকল্পই নিম্ন অসমৰ হাজাৰ হাজাৰ লোকৰ জীৱন-জীৱিকা বিপন্ন কৰিব। প্ৰকল্পৰ পৰা সৃষ্টি হ'ব পৰা পৰিৱেশজনিত সমস্যা, বানপানী আৰু ভূমিখহনীয়াৰ আশংকাৰ কথা উল্লেখ কৰি তেওঁলোকে চৰকাৰক প্ৰকল্পটো পুনৰ বিবেচনা কৰিবলৈ দাবী জনায়। bbox=[476, 72, 706, 118]
article-body bbox=[4, 881, 234, 1173]
paragraph: এ চি এইচ এচ চিৰ সাংগঠনিক সম্পাদক গুৰুপ্ৰিয় তিমুঙে আজি ডিফুত এখন সাংবাদিক সন্মিলনত পৰিষদৰ বিভিন্ন বিভাগত সংঘটিত দুৰ্নীতিৰ অভিযোগ উত্থাপন কৰে। তেওঁ অভিযোগ কৰে যে উন্নয়নমূলক আঁচনিৰ ধন যথোপযুক্তভাৱে ব্যৱহাৰ কৰা হোৱা নাই আৰু বহু প্ৰকল্প কেৱল কাকতে-পত্ৰই সীমাবদ্ধ হৈ আছে। এই বিষয়ে উপযুক্ত তদন্ত কৰি দোষী বিষয়াৰ বিৰুদ্ধে কঠোৰ ব্যৱস্থা গ্ৰহণৰ দাবী জনোৱা হয়। সংগঠনটোৱে সতৰ্ক কৰি দিয়ে যে দাবী পূৰণ নহ'লে গণতান্ত্ৰিক আন্দোলন আৰম্ভ কৰা হ'ব। bbox=[240, 130, 470, 186]
masthead-paper-name: দৈনিক জনমভূমি bbox=[4, 22, 76, 35]
paragraph: নিৰ্মাণ হৈ থকা নামনি চোৱাৰ ক্ষেত্ৰত ১৩৫টা নদীবান্ধৰ পৰিকল্পনা কৰা হৈছে। বিশেষজ্ঞ সকলৰ মতে এই প্ৰকল্পসমূহে অঞ্চলটোৰ পৰিৱেশ আৰু জনজীৱনত গভীৰ প্ৰভাৱ পেলাব পাৰে। bbox=[712, 967, 941, 994]
paragraph: মন্ত্ৰী বিমল বৰাই আজি সমাজৰ সকলো শ্ৰেণীৰ লোকক উন্নয়নৰ স্বাৰ্থত ঐক্যবদ্ধ হ'বলৈ আহ্বান জনায়। তেওঁ কয় যে চৰকাৰে গাঁও অঞ্চলৰ উন্নয়নৰ বাবে বিভিন্ন আঁচনি ৰূপায়ণ কৰি আছে আৰু সেই আঁচনিসমূহৰ সুফল সাধাৰণ লোকৰ মাজলৈ নিয়াটো সকলোৰে দায়িত্ব। bbox=[712, 761, 941, 798]
article-body bbox=[476, 971, 706, 1060]
article-goswami bbox=[712, 1036, 941, 1104]
paragraph: কৰিবলৈ লোৱা বৃহৎ নদীবান্ধ প্ৰকল্পৰ বিৰুদ্ধে বিভিন্ন সংগঠনে তীব্ৰ গণতান্ত্ৰিক আন্দোলনৰ সিদ্ধান্ত লৈছে। সংগঠনসমূহৰ মতে এই প্ৰকল্পই নিম্ন অসমৰ হাজাৰ হাজাৰ লোকৰ জীৱন-জীৱিকা বিপন্ন কৰিব। প্ৰকল্পৰ পৰা সৃষ্টি হ'ব পৰা পৰিৱেশজনিত সমস্যা, বানপানী আৰু ভূমিখহনীয়াৰ আশংকাৰ কথা উল্লেখ কৰি তেওঁলোকে চৰকাৰক প্ৰকল্পটো পুনৰ বিবেচনা কৰিবলৈ দাবী জনায়। bbox=[476, 415, 706, 461]
headline-cm-inquiry: মুখ্যমন্ত্ৰীক তদন্ত... bbox=[290, 1044, 420, 1066]
paragraph: এ চি এইচ এচ চিৰ সাংগঠনিক সম্পাদক গুৰুপ্ৰিয় তিমুঙে আজি ডিফুত এখন সাংবাদিক সন্মিলনত পৰিষদৰ বিভিন্ন বিভাগত সংঘটিত দুৰ্নীতিৰ অভিযোগ উত্থাপন কৰে। তেওঁ অভিযোগ কৰে যে উন্নয়নমূলক আঁচনিৰ ধন যথোপযুক্তভাৱে ব্যৱহাৰ কৰা হোৱা নাই আৰু বহু প্ৰকল্প কেৱল কাকতে-পত্ৰই সীমাবদ্ধ হৈ আছে। এই বিষয়ে উপযুক্ত তদন্ত কৰি দোষী বিষয়াৰ বিৰুদ্ধে কঠোৰ ব্যৱস্থা গ্ৰহণৰ দাবী জনোৱা হয়। সংগঠনটোৱে সতৰ্ক কৰি দিয়ে যে দাবী পূৰণ নহ'লে গণতান্ত্ৰিক আন্দোলন আৰম্ভ কৰা হ'ব। bbox=[240, 539, 470, 595]
paragraph: এ চি এইচ এচ চিৰ সাংগঠনিক সম্পাদক গুৰুপ্ৰিয় তিমুঙে আজি ডিফুত এখন সাংবাদিক সন্মিলনত পৰিষদৰ বিভিন্ন বিভাগত সংঘটিত দুৰ্নীতিৰ অভিযোগ উত্থাপন কৰে। তেওঁ অভিযোগ কৰে যে উন্নয়নমূলক আঁচনিৰ ধন যথোপযুক্তভাৱে ব্যৱহাৰ কৰা হোৱা নাই আৰু বহু প্ৰকল্প কেৱল কাকতে-পত্ৰই সীমাবদ্ধ হৈ আছে। এই বিষয়ে উপযুক্ত তদন্ত কৰি দোষী বিষয়াৰ বিৰুদ্ধে কঠোৰ ব্যৱস্থা গ্ৰহণৰ দাবী জনোৱা হয়। সংগঠনটোৱে সতৰ্ক কৰি দিয়ে যে দাবী পূৰণ নহ'লে গণতান্ত্ৰিক আন্দোলন আৰম্ভ কৰা হ'ব। bbox=[240, 364, 470, 420]
paragraph: চিকিৎসালয়ৰ পূৰ্বৰ মৰ্যদা আৰু পৰিচয়ৰ ঘূৰাই দিয়াৰ দাবীত আজি নগৰীৰ বাসিন্দা সকলে এক বিশাল সমদল উলিয়ায়। সমদলত হাজাৰ হাজাৰ লোকে অংশগ্ৰহণ কৰি চিকিৎসালয়ৰ উন্নয়নৰ বাবে উপযুক্ত পদক্ষেপ গ্ৰহণৰ দাবী জনায়। স্থানীয় বাসিন্দাসকলৰ মতে দীৰ্ঘদিনৰ পৰা চিকিৎসালয়খনত চিকিৎসক আৰু আন কৰ্মচাৰীৰ অভাৱ দেখা দিছে। bbox=[476, 539, 706, 577]
article-starts-today bbox=[240, 664, 470, 1033]
paragraph: চিকিৎসালয়ৰ পূৰ্বৰ মৰ্যদা আৰু পৰিচয়ৰ ঘূৰাই দিয়াৰ দাবীত আজি নগৰীৰ বাসিন্দা সকলে এক বিশাল সমদল উলিয়ায়। সমদলত হাজাৰ হাজাৰ লোকে অংশগ্ৰহণ কৰি চিকিৎসালয়ৰ উন্নয়নৰ বাবে উপযুক্ত পদক্ষেপ গ্ৰহণৰ দাবী জনায়। স্থানীয় বাসিন্দাসকলৰ মতে দীৰ্ঘদিনৰ পৰা চিকিৎসালয়খনত চিকিৎসক আৰু আন কৰ্মচাৰীৰ অভাৱ দেখা দিছে। bbox=[476, 619, 706, 656]
paragraph: চিকিৎসালয়ৰ পূৰ্বৰ মৰ্যদা আৰু পৰিচয়ৰ ঘূৰাই দিয়াৰ দাবীত আজি নগৰীৰ বাসিন্দা সকলে এক বিশাল সমদল উলিয়ায়। সমদলত হাজাৰ হাজাৰ লোকে অংশগ্ৰহণ কৰি চিকিৎসালয়ৰ উন্নয়নৰ বাবে উপযুক্ত পদক্ষেপ গ্ৰহণৰ দাবী জনায়। স্থানীয় বাসিন্দাসকলৰ মতে দীৰ্ঘদিনৰ পৰা চিকিৎসালয়খনত চিকিৎসক আৰু আন কৰ্মচাৰীৰ অভাৱ দেখা দিছে। bbox=[476, 658, 706, 695]
paragraph: তুলিছে আৰক্ষীয়ে। কাছিয়াই আটক কৰা পুত্ৰ আৰু এইসম্পৰ্কে আৰক্ষীয়ে মাতৃৰ মৃতদেহ উদ্ধাৰ কৰি পোষ্টমৰ্টেমৰ বাবে প্ৰেৰণ কৰে। স্থানীয় লোকৰ মতে পৰিয়ালটোৱে দীৰ্ঘদিনৰ পৰা মানসিক সমস্যাত ভুগি আছিল। ঘটনাটোৱে সমগ্ৰ এলেকাত চাঞ্চল্যৰ সৃষ্টি কৰিছে আৰু আৰক্ষীয়ে বিষয়টোৰ সবিশেষ তদন্ত চলাইছে। bbox=[712, 111, 941, 148]
paragraph: জানিব পৰামতে তেওঁলোকে কেবুৰাৰী এলেকাৰ এটি হোটেলত অবৈধ কাৰ্যকলাপ চলাই আছিল। আৰক্ষীয়ে গোপন সূত্ৰৰ পৰা খবৰ পাই অভিযান চলাই চাৰিজনকে আটক কৰে আৰু পৰৱৰ্তী তদন্ত আৰম্ভ কৰিছে। bbox=[476, 970, 706, 998]
paragraph: তথা 'TOSEHIM' হাবাতিয়াৰ সমাজিক কাউন্সিলৰ অধ্যক্ষৰ প্ৰস্তাৱ অনুসৰি ডিব্ৰু-ছৈখোৱা ৰাষ্ট্ৰীয় উদ্যানৰ পৰিৱেশ সংৰক্ষণৰ বাবে এক বিশেষ কৰ্মসূচী গ্ৰহণ কৰা হৈছে। এই কৰ্মসূচীৰ অধীনত উদ্যানৰ জৈৱ বৈচিত্ৰ্য ৰক্ষা, বন্যপ্ৰাণীৰ নিৰাপত্তা আৰু স্থানীয় লোকৰ সজাগতা বৃদ্ধিৰ বাবে বিভিন্ন পদক্ষেপ লোৱা হ'ব। বিশেষজ্ঞ সকলৰ মতে উদ্যানখনৰ পৰিৱেশ ব্যৱস্থা অতি সংবেদনশীল। bbox=[4, 1126, 234, 1172]
column-divider bbox=[237, 42, 238, 1567]
paragraph: কৰিবলৈ লোৱা বৃহৎ নদীবান্ধ প্ৰকল্পৰ বিৰুদ্ধে বিভিন্ন সংগঠনে তীব্ৰ গণতান্ত্ৰিক আন্দোলনৰ সিদ্ধান্ত লৈছে। সংগঠনসমূহৰ মতে এই প্ৰকল্পই নিম্ন অসমৰ হাজাৰ হাজাৰ লোকৰ জীৱন-জীৱিকা বিপন্ন কৰিব। প্ৰকল্পৰ পৰা সৃষ্টি হ'ব পৰা পৰিৱেশজনিত সমস্যা, বানপানী আৰু ভূমিখহনীয়াৰ আশংকাৰ কথা উল্লেখ কৰি তেওঁলোকে চৰকাৰক প্ৰকল্পটো পুনৰ বিবেচনা কৰিবলৈ দাবী জনায়। bbox=[476, 268, 706, 314]
paragraph: চিকিৎসালয়ৰ পূৰ্বৰ মৰ্যদা আৰু পৰিচয়ৰ ঘূৰাই দিয়াৰ দাবীত আজি নগৰীৰ বাসিন্দা সকলে এক বিশাল সমদল উলিয়ায়। সমদলত হাজাৰ হাজাৰ লোকে অংশগ্ৰহণ কৰি চিকিৎসালয়ৰ উন্নয়নৰ বাবে উপযুক্ত পদক্ষেপ গ্ৰহণৰ দাবী জনায়। স্থানীয় বাসিন্দাসকলৰ মতে দীৰ্ঘদিনৰ পৰা চিকিৎসালয়খনত চিকিৎসক আৰু আন কৰ্মচাৰীৰ অভাৱ দেখা দিছে। bbox=[476, 500, 706, 537]
paragraph: জানিব পৰামতে তেওঁলোকে কেবুৰাৰী এলেকাৰ এটি হোটেলত অবৈধ কাৰ্যকলাপ চলাই আছিল। আৰক্ষীয়ে গোপন সূত্ৰৰ পৰা খবৰ পাই অভিযান চলাই চাৰিজনকে আটক কৰে আৰু পৰৱৰ্তী তদন্ত আৰম্ভ কৰিছে। bbox=[476, 1030, 706, 1058]
column-4 bbox=[712, 42, 941, 1567]
paragraph: চিফ চামগুৰিৰ কংগ্ৰেছ প্ৰত্যাশীয়ে সমৰ্থক সকলৰ সৈতে ১০০ শতাংশ নিশ্চিত ভোটৰ কথা উল্লেখ কৰি বিজয়ৰ দাবী কৰে। তেওঁ জনায় যে দলটোৱে সকলো স্তৰত জনসাধাৰণৰ সমৰ্থন লাভ কৰিছে আৰু উপনিৰ্বাচনত দলৰ প্ৰাৰ্থীয়ে নিশ্চিতভাৱে জয়লাভ কৰিব। bbox=[712, 406, 941, 433]
paragraph: তুলিছে আৰক্ষীয়ে। কাছিয়াই আটক কৰা পুত্ৰ আৰু এইসম্পৰ্কে আৰক্ষীয়ে মাতৃৰ মৃতদেহ উদ্ধাৰ কৰি পোষ্টমৰ্টেমৰ বাবে প্ৰেৰণ কৰে। স্থানীয় লোকৰ মতে পৰিয়ালটোৱে দীৰ্ঘদিনৰ পৰা মানসিক সমস্যাত ভুগি আছিল। ঘটনাটোৱে সমগ্ৰ এলেকাত চাঞ্চল্যৰ সৃষ্টি কৰিছে আৰু আৰক্ষীয়ে বিষয়টোৰ সবিশেষ তদন্ত চলাইছে। bbox=[712, 190, 941, 228]
paragraph: তথা 'TOSEHIM' হাবাতিয়াৰ সমাজিক কাউন্সিলৰ অধ্যক্ষৰ প্ৰস্তাৱ অনুসৰি ডিব্ৰু-ছৈখোৱা ৰাষ্ট্ৰীয় উদ্যানৰ পৰিৱেশ সংৰক্ষণৰ বাবে এক বিশেষ কৰ্মসূচী গ্ৰহণ কৰা হৈছে। এই কৰ্মসূচীৰ অধীনত উদ্যানৰ জৈৱ বৈচিত্ৰ্য ৰক্ষা, বন্যপ্ৰাণীৰ নিৰাপত্তা আৰু স্থানীয় লোকৰ সজাগতা বৃদ্ধিৰ বাবে বিভিন্ন পদক্ষেপ লোৱা হ'ব। বিশেষজ্ঞ সকলৰ মতে উদ্যানখনৰ পৰিৱেশ ব্যৱস্থা অতি সংবেদনশীল। bbox=[4, 978, 234, 1025]
paragraph: এ চি এইচ এচ চিৰ সাংগঠনিক সম্পাদক গুৰুপ্ৰিয় তিমুঙে আজি ডিফুত এখন সাংবাদিক সন্মিলনত পৰিষদৰ বিভিন্ন বিভাগত সংঘটিত দুৰ্নীতিৰ অভিযোগ উত্থাপন কৰে। তেওঁ অভিযোগ কৰে যে উন্নয়নমূলক আঁচনিৰ ধন যথোপযুক্তভাৱে ব্যৱহাৰ কৰা হোৱা নাই আৰু বহু প্ৰকল্প কেৱল কাকতে-পত্ৰই সীমাবদ্ধ হৈ আছে। এই বিষয়ে উপযুক্ত তদন্ত কৰি দোষী বিষয়াৰ বিৰুদ্ধে কঠোৰ ব্যৱস্থা গ্ৰহণৰ দাবী জনোৱা হয়। সংগঠনটোৱে সতৰ্ক কৰি দিয়ে যে দাবী পূৰণ নহ'লে গণতান্ত্ৰিক আন্দোলন আৰম্ভ কৰা হ'ব। bbox=[240, 597, 470, 653]
paragraph: সাহিত্যিক তথা নেপথ্যৰে ওঠা আন শিল্পী হাইনো মিহোটো। আজি সাধাৰণ অসমীয়া পাঠক তথা সাহিত্য চৰ্চা আৰু সাংস্কৃতিক বিষয় আলোচনা কৰিলে এই কথা স্পষ্ট হয় যে অসমীয়া ছবি, চলচ্চিত্ৰ আৰু সাহিত্যক পৃথিৱীৰ বিভিন্ন প্ৰান্তলৈ লৈ যোৱাৰ কাম কৰা সকলৰ ভিতৰত তেওঁলোক অন্যতম। অভিনেতাজনৰ জীৱন, শিক্ষা আৰু কৰ্মজীৱনৰ বিষয়ে বহুতো কথা আজিও বহু লোকৰ অজ্ঞাত। তেওঁ অসমৰ এখন সৰু চহৰত জন্মগ্ৰহণ কৰি বহু সংগ্ৰামৰ মাজেৰে আন্তঃৰাষ্ট্ৰীয় মঞ্চত প্ৰতিষ্ঠা লাভ কৰে। bbox=[4, 391, 234, 447]
column-3 bbox=[476, 42, 706, 1567]
paragraph: সাহিত্যিক তথা নেপথ্যৰে ওঠা আন শিল্পী হাইনো মিহোটো। আজি সাধাৰণ অসমীয়া পাঠক তথা সাহিত্য চৰ্চা আৰু সাংস্কৃতিক বিষয় আলোচনা কৰিলে এই কথা স্পষ্ট হয় যে অসমীয়া ছবি, চলচ্চিত্ৰ আৰু সাহিত্যক পৃথিৱীৰ বিভিন্ন প্ৰান্তলৈ লৈ যোৱাৰ কাম কৰা সকলৰ ভিতৰত তেওঁলোক অন্যতম। অভিনেতাজনৰ জীৱন, শিক্ষা আৰু কৰ্মজীৱনৰ বিষয়ে বহুতো কথা আজিও বহু লোকৰ অজ্ঞাত। তেওঁ অসমৰ এখন সৰু চহৰত জন্মগ্ৰহণ কৰি বহু সংগ্ৰামৰ মাজেৰে আন্তঃৰাষ্ট্ৰীয় মঞ্চত প্ৰতিষ্ঠা লাভ কৰে। bbox=[4, 99, 234, 155]
article-body bbox=[712, 563, 941, 838]
paragraph: তথা 'TOSEHIM' হাবাতিয়াৰ সমাজিক কাউন্সিলৰ অধ্যক্ষৰ প্ৰস্তাৱ অনুসৰি ডিব্ৰু-ছৈখোৱা ৰাষ্ট্ৰীয় উদ্যানৰ পৰিৱেশ সংৰক্ষণৰ বাবে এক বিশেষ কৰ্মসূচী গ্ৰহণ কৰা হৈছে। এই কৰ্মসূচীৰ অধীনত উদ্যানৰ জৈৱ বৈচিত্ৰ্য ৰক্ষা, বন্যপ্ৰাণীৰ নিৰাপত্তা আৰু স্থানীয় লোকৰ সজাগতা বৃদ্ধিৰ বাবে বিভিন্ন পদক্ষেপ লোৱা হ'ব। বিশেষজ্ঞ সকলৰ মতে উদ্যানখনৰ পৰিৱেশ ব্যৱস্থা অতি সংবেদনশীল। bbox=[4, 1076, 234, 1123]
paragraph: তুলিছে আৰক্ষীয়ে। কাছিয়াই আটক কৰা পুত্ৰ আৰু এইসম্পৰ্কে আৰক্ষীয়ে মাতৃৰ মৃতদেহ উদ্ধাৰ কৰি পোষ্টমৰ্টেমৰ বাবে প্ৰেৰণ কৰে। স্থানীয় লোকৰ মতে পৰিয়ালটোৱে দীৰ্ঘদিনৰ পৰা মানসিক সমস্যাত ভুগি আছিল। ঘটনাটোৱে সমগ্ৰ এলেকাত চাঞ্চল্যৰ সৃষ্টি কৰিছে আৰু আৰক্ষীয়ে বিষয়টোৰ সবিশেষ তদন্ত চলাইছে। bbox=[712, 230, 941, 267]
headline-council-corruption: পৰিষদৰ দুৰ্নীতিৰ... bbox=[286, 45, 424, 66]
